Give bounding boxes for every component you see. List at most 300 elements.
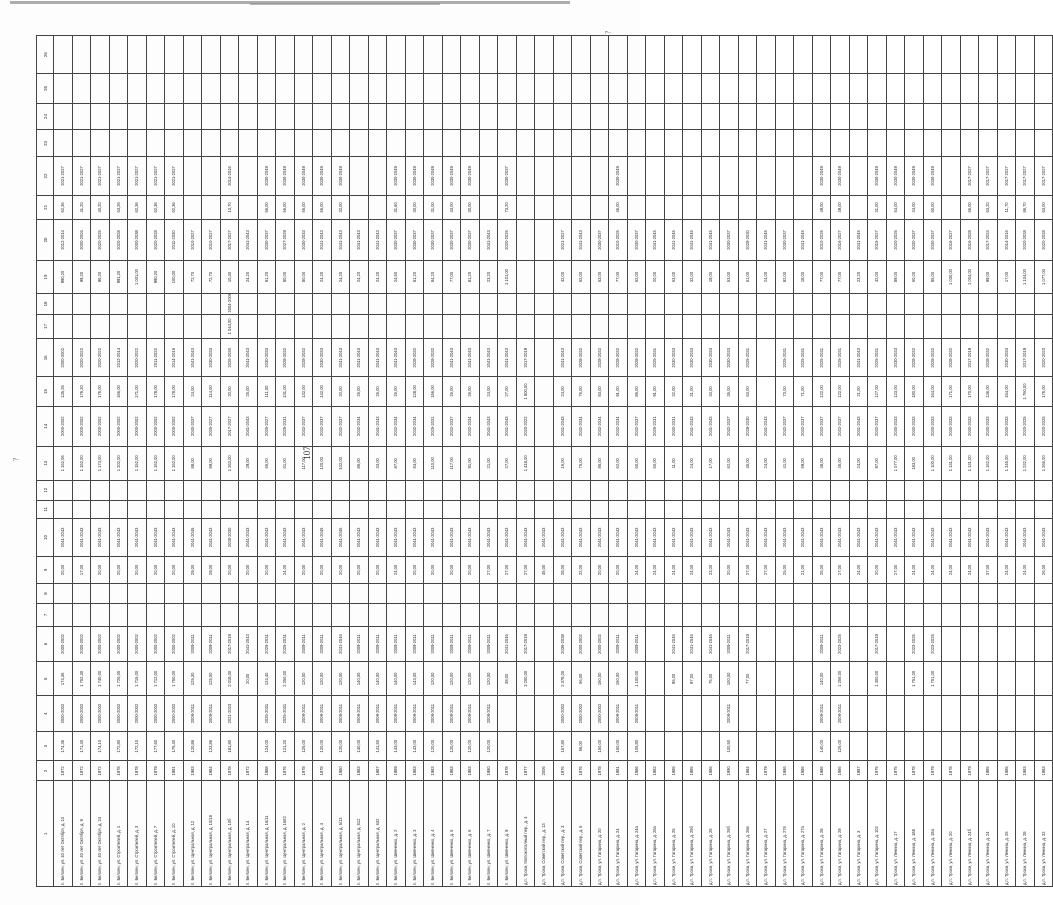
table-cell: 2041-2043	[479, 518, 498, 556]
table-cell: 24,00	[849, 556, 868, 583]
address-cell: д.п. Трохи, ул. Гагарина, д. 20	[590, 781, 609, 887]
table-cell: 24,20	[331, 260, 350, 294]
table-cell: 2041-2043	[331, 339, 350, 377]
address-cell: д.п. Трохи, ул. Гагарина, д. 26в	[738, 781, 757, 887]
table-cell	[609, 314, 628, 339]
table-cell: 2041-2045	[331, 518, 350, 556]
table-cell: 20,00	[220, 556, 239, 583]
table-cell: 2000-2002	[165, 406, 184, 446]
table-cell	[757, 314, 776, 339]
address-cell: д.п. Трохи, Советский пер., д. 5	[572, 781, 591, 887]
table-cell	[109, 500, 128, 518]
table-cell	[239, 157, 258, 195]
table-cell	[720, 74, 739, 103]
table-cell	[1034, 662, 1053, 696]
table-cell	[183, 103, 202, 130]
table-cell: 2000-2002	[109, 696, 128, 732]
table-cell: 2020-2025	[1016, 406, 1035, 446]
table-cell: 22,00	[572, 556, 591, 583]
table-cell	[183, 130, 202, 157]
table-cell: 2041-2043	[905, 518, 924, 556]
table-cell: 32,00	[331, 195, 350, 220]
address-cell: п. Белоян, ул. Центральная, д. 1662	[276, 781, 295, 887]
table-cell	[738, 314, 757, 339]
table-cell	[1016, 130, 1035, 157]
table-cell	[997, 103, 1016, 130]
table-cell: 86,00	[350, 446, 369, 480]
table-cell	[257, 500, 276, 518]
table-cell: 17,00	[997, 260, 1016, 294]
table-cell: 143,00	[387, 732, 406, 761]
table-cell	[368, 103, 387, 130]
table-cell: 2041-2043	[664, 518, 683, 556]
table-cell: 2032-2037	[294, 406, 313, 446]
table-cell: 2030-2033	[997, 339, 1016, 377]
table-cell: 1981	[165, 761, 184, 781]
table-cell	[720, 36, 739, 74]
table-cell	[738, 195, 757, 220]
table-cell: 2017-2019	[516, 626, 535, 662]
address-cell: д.п. Трохи, ул. Гагарина, д. 26б	[720, 781, 739, 887]
table-cell	[923, 74, 942, 103]
table-cell: 2041-2043	[646, 518, 665, 556]
table-row	[479, 36, 498, 887]
address-cell: п. Белоян, ул. Строителей, д. 7	[146, 781, 165, 887]
table-cell: 81,20	[461, 260, 480, 294]
table-cell: 120,00	[461, 662, 480, 696]
table-cell	[849, 195, 868, 220]
table-cell: 99,20	[72, 260, 91, 294]
table-cell: 35,00	[720, 377, 739, 406]
column-header: 25	[37, 74, 54, 103]
column-header: 24	[37, 103, 54, 130]
table-cell	[442, 294, 461, 314]
table-cell: 2041-2043	[886, 518, 905, 556]
table-cell	[368, 157, 387, 195]
table-cell: 2009-2011	[720, 626, 739, 662]
table-cell	[461, 294, 480, 314]
table-cell	[775, 583, 794, 603]
table-cell	[146, 583, 165, 603]
table-cell: 2028-2032	[590, 339, 609, 377]
table-cell: 140,00	[812, 662, 831, 696]
table-cell: 135,26	[54, 377, 73, 406]
table-cell	[775, 74, 794, 103]
table-cell	[849, 74, 868, 103]
table-cell: 102,00	[331, 446, 350, 480]
table-cell	[91, 500, 110, 518]
table-cell	[775, 604, 794, 626]
table-cell	[387, 500, 406, 518]
table-cell: 1978	[220, 761, 239, 781]
table-cell: 28,00	[553, 556, 572, 583]
table-cell: 2000-2002	[109, 626, 128, 662]
table-cell: 2041-2043	[609, 518, 628, 556]
table-cell: 85,00	[627, 377, 646, 406]
table-cell: 2041-2043	[590, 518, 609, 556]
table-cell	[72, 103, 91, 130]
table-cell: 73,00	[775, 377, 794, 406]
table-cell	[220, 480, 239, 500]
table-cell	[886, 662, 905, 696]
table-cell	[683, 480, 702, 500]
table-cell: 25,00	[368, 377, 387, 406]
table-cell	[1034, 480, 1053, 500]
table-cell: 63,00	[1034, 195, 1053, 220]
column-header: 2	[37, 761, 54, 781]
table-cell	[239, 500, 258, 518]
table-cell	[313, 604, 332, 626]
table-cell: 50,00	[905, 260, 924, 294]
table-cell	[831, 500, 850, 518]
table-cell	[1034, 604, 1053, 626]
table-cell	[664, 732, 683, 761]
table-cell	[849, 36, 868, 74]
table-cell	[664, 74, 683, 103]
table-cell: 88,00	[183, 446, 202, 480]
table-cell: 1 751,00	[923, 662, 942, 696]
table-cell	[350, 314, 369, 339]
table-cell	[387, 294, 406, 314]
housing-repair-table	[36, 35, 1053, 887]
table-cell	[109, 294, 128, 314]
table-cell	[220, 130, 239, 157]
table-cell	[535, 480, 554, 500]
table-cell	[849, 732, 868, 761]
address-cell: п. Белоян, ул. Шевченко, д. 3	[405, 781, 424, 887]
table-cell	[646, 195, 665, 220]
table-cell: 2041-2043	[350, 518, 369, 556]
table-cell: 2000-2002	[91, 626, 110, 662]
table-cell: 2041-2043	[535, 518, 554, 556]
table-cell	[646, 314, 665, 339]
table-cell	[794, 294, 813, 314]
table-cell	[461, 583, 480, 603]
table-cell: 2021-2027	[72, 157, 91, 195]
table-cell	[91, 36, 110, 74]
table-cell	[220, 36, 239, 74]
table-cell: 120,86	[183, 732, 202, 761]
table-cell	[812, 500, 831, 518]
table-cell	[257, 74, 276, 103]
table-cell	[313, 74, 332, 103]
table-cell: 1 760,00	[1016, 377, 1035, 406]
table-cell	[498, 480, 517, 500]
table-cell	[276, 314, 295, 339]
table-cell	[516, 696, 535, 732]
table-cell	[775, 157, 794, 195]
table-cell	[942, 626, 961, 662]
table-cell	[72, 74, 91, 103]
table-cell	[997, 74, 1016, 103]
address-cell: д.п. Трохи, Советский пер., д. 3	[553, 781, 572, 887]
table-cell: 2032-2037	[794, 406, 813, 446]
table-cell: 29,00	[239, 446, 258, 480]
table-cell: 23,00	[701, 556, 720, 583]
table-cell: 1983	[442, 761, 461, 781]
table-cell	[720, 314, 739, 339]
table-cell: 178,00	[146, 377, 165, 406]
table-cell: 1976	[276, 761, 295, 781]
table-cell: 2041-2043	[368, 518, 387, 556]
table-cell: 150,00	[609, 662, 628, 696]
table-cell	[979, 732, 998, 761]
table-cell	[91, 294, 110, 314]
table-cell: 2011-2023	[146, 339, 165, 377]
table-cell: 2041-2043	[757, 518, 776, 556]
table-cell: 1 232,00	[1016, 446, 1035, 480]
table-cell: 2041-2045	[701, 626, 720, 662]
table-cell	[479, 500, 498, 518]
table-cell	[997, 36, 1016, 74]
table-cell: 40,20	[91, 195, 110, 220]
table-cell	[387, 103, 406, 130]
table-cell: 2030-2037	[424, 220, 443, 260]
table-cell: 117,00	[442, 446, 461, 480]
table-cell: 2041-2045	[849, 220, 868, 260]
table-cell: 2028-2032	[405, 339, 424, 377]
table-cell: 2030-2033	[701, 339, 720, 377]
table-cell: 2041-2043	[368, 406, 387, 446]
table-cell	[757, 732, 776, 761]
table-cell: 2025-2031	[276, 696, 295, 732]
table-cell: 20,00	[405, 556, 424, 583]
table-cell: 120,00	[424, 662, 443, 696]
table-cell: 1 030,00	[942, 260, 961, 294]
table-cell	[146, 103, 165, 130]
table-cell: 1976	[553, 761, 572, 781]
table-cell: 1986	[775, 761, 794, 781]
table-cell	[479, 74, 498, 103]
table-cell	[757, 583, 776, 603]
table-cell: 2041-2045	[757, 220, 776, 260]
table-cell	[849, 583, 868, 603]
table-cell: 2023-2025	[905, 626, 924, 662]
address-cell: д.п. Трохи, Советский пер., д. 13	[535, 781, 554, 887]
table-cell: 1 750,00	[165, 662, 184, 696]
table-cell: 2021-2027	[91, 157, 110, 195]
table-cell: 61,00	[738, 260, 757, 294]
table-cell: 1 152,00	[165, 446, 184, 480]
table-cell	[942, 36, 961, 74]
table-cell	[1016, 314, 1035, 339]
table-cell	[498, 500, 517, 518]
table-cell	[72, 36, 91, 74]
table-cell: 62,36	[54, 195, 73, 220]
table-cell	[627, 195, 646, 220]
table-row	[923, 36, 942, 887]
table-cell: 77,00	[609, 260, 628, 294]
table-cell	[498, 583, 517, 603]
column-header: 9	[37, 556, 54, 583]
table-cell: 2041-2043	[831, 518, 850, 556]
table-cell: 125,30	[183, 662, 202, 696]
address-cell: д.п. Трохи, ул. Ленина, д. 17	[886, 781, 905, 887]
table-cell: 2016-2027	[942, 220, 961, 260]
table-cell	[831, 480, 850, 500]
table-cell: 49,00	[812, 195, 831, 220]
table-cell	[1016, 294, 1035, 314]
table-cell: 2023-2025	[831, 626, 850, 662]
table-cell: 127,00	[868, 377, 887, 406]
table-cell	[516, 157, 535, 195]
table-row	[498, 36, 517, 887]
table-cell	[775, 195, 794, 220]
table-cell: 2009-2011	[812, 696, 831, 732]
table-cell: 2041-2043	[1034, 518, 1053, 556]
table-cell	[646, 500, 665, 518]
table-cell: 2041-2043	[368, 220, 387, 260]
table-cell	[757, 662, 776, 696]
table-cell: 27,00	[498, 446, 517, 480]
table-cell: 2 378,00	[553, 662, 572, 696]
table-cell	[609, 500, 628, 518]
table-cell: 105,80	[627, 732, 646, 761]
table-cell	[868, 732, 887, 761]
table-cell: 2041-2043	[424, 518, 443, 556]
table-cell: 20,00	[165, 556, 184, 583]
table-cell: 32,00	[683, 260, 702, 294]
table-cell	[868, 480, 887, 500]
table-cell	[646, 103, 665, 130]
table-cell: 1 152,00	[146, 446, 165, 480]
table-cell: 2030-2049	[424, 157, 443, 195]
table-cell: 2021-2023	[220, 696, 239, 732]
table-cell	[553, 583, 572, 603]
table-cell: 2017-2027	[979, 157, 998, 195]
table-cell: 2030-2033	[664, 339, 683, 377]
table-cell	[128, 500, 147, 518]
table-cell: 1985	[997, 761, 1016, 781]
table-cell	[868, 500, 887, 518]
table-cell	[368, 480, 387, 500]
table-cell	[553, 294, 572, 314]
table-cell	[646, 157, 665, 195]
table-cell	[294, 36, 313, 74]
table-cell	[794, 696, 813, 732]
table-cell: 2010-2025	[812, 220, 831, 260]
table-cell: 2030-2033	[313, 339, 332, 377]
table-cell: 2000-2002	[72, 406, 91, 446]
table-cell: 2009-2011	[609, 696, 628, 732]
table-cell	[91, 604, 110, 626]
table-cell: 2025-2031	[794, 339, 813, 377]
table-cell: 27,00	[886, 556, 905, 583]
table-cell: 2041-2043	[738, 518, 757, 556]
table-cell	[794, 36, 813, 74]
table-cell: 2041-2043	[257, 518, 276, 556]
table-cell: 2030-2037	[183, 406, 202, 446]
table-cell	[738, 583, 757, 603]
table-cell: 2011-2030	[165, 220, 184, 260]
table-row	[146, 36, 165, 887]
address-cell: п. Белоян, ул. Шевченко, д. 6	[461, 781, 480, 887]
column-header: 1	[37, 781, 54, 887]
table-cell: 2032-2034	[461, 406, 480, 446]
column-header: 8	[37, 583, 54, 603]
table-cell	[331, 604, 350, 626]
table-cell	[313, 500, 332, 518]
table-cell: 111,00	[257, 377, 276, 406]
table-cell	[757, 157, 776, 195]
table-cell: 2030-2049	[313, 157, 332, 195]
table-cell: 20,00	[868, 556, 887, 583]
table-cell: 1983	[424, 761, 443, 781]
table-cell: 2041-2043	[960, 518, 979, 556]
table-cell	[202, 583, 221, 603]
table-cell: 24,00	[553, 377, 572, 406]
table-cell: 21,00	[849, 377, 868, 406]
table-cell	[294, 583, 313, 603]
table-cell	[535, 626, 554, 662]
table-cell: 140,00	[350, 662, 369, 696]
table-cell	[239, 103, 258, 130]
header-row	[37, 36, 54, 887]
table-cell	[331, 36, 350, 74]
table-cell: 2021-2027	[146, 157, 165, 195]
table-cell	[313, 294, 332, 314]
table-cell: 34,00	[905, 195, 924, 220]
table-cell: 95,00	[664, 662, 683, 696]
table-cell	[72, 583, 91, 603]
table-cell: 31,00	[868, 195, 887, 220]
table-cell: 2032-2034	[590, 406, 609, 446]
table-cell: 2000-2002	[128, 406, 147, 446]
table-cell: 2032-2034	[405, 406, 424, 446]
table-cell	[498, 103, 517, 130]
table-cell: 1972	[54, 761, 73, 781]
table-cell	[424, 103, 443, 130]
margin-mark-left: ?	[11, 457, 21, 462]
table-cell: 24,00	[849, 446, 868, 480]
table-cell	[812, 583, 831, 603]
table-cell	[535, 103, 554, 130]
table-cell: 42,00	[868, 260, 887, 294]
table-cell	[516, 260, 535, 294]
table-cell	[849, 130, 868, 157]
table-cell	[535, 696, 554, 732]
table-row	[979, 36, 998, 887]
table-cell: 2030-2033	[886, 406, 905, 446]
table-cell: 1 104,00	[1016, 260, 1035, 294]
table-row	[424, 36, 443, 887]
table-cell	[812, 314, 831, 339]
address-cell: п. Белоян, ул. Шевченко, д. 2	[387, 781, 406, 887]
table-cell: 24,00	[664, 556, 683, 583]
table-cell: 1978	[128, 761, 147, 781]
table-cell	[239, 604, 258, 626]
table-cell: 2041-2043	[572, 220, 591, 260]
table-cell	[683, 130, 702, 157]
table-row	[794, 36, 813, 887]
table-cell: 120,00	[294, 662, 313, 696]
table-cell	[849, 314, 868, 339]
table-cell: 2041-2043	[461, 518, 480, 556]
table-cell: 3 200,00	[516, 662, 535, 696]
table-cell: 41,00	[775, 446, 794, 480]
table-cell: 2017-2019	[1016, 339, 1035, 377]
table-cell	[350, 195, 369, 220]
table-cell: 1978	[942, 761, 961, 781]
table-cell: 1981	[609, 761, 628, 781]
table-cell	[202, 314, 221, 339]
table-cell: 2017-2027	[997, 157, 1016, 195]
table-cell	[128, 74, 147, 103]
table-row	[165, 36, 184, 887]
table-cell: 2041-2043	[72, 518, 91, 556]
table-cell: 83,00	[590, 377, 609, 406]
table-cell	[202, 74, 221, 103]
